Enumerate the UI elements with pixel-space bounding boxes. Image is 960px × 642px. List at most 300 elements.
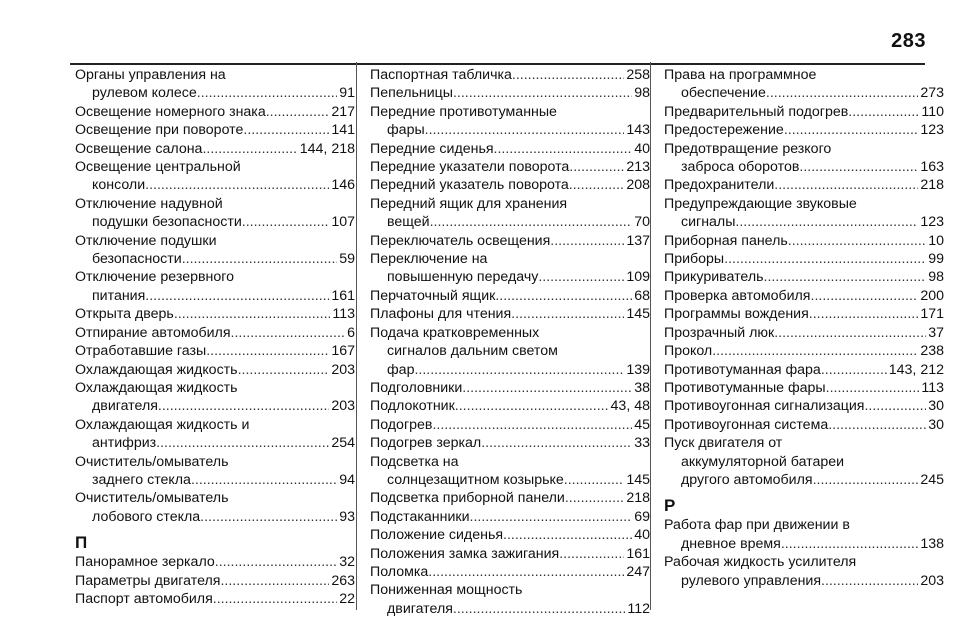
entry-text: Паспорт автомобиля (75, 590, 213, 607)
entry-text: Прокол (664, 343, 713, 360)
entry-text: Противоугонная сигнализация (664, 398, 865, 415)
index-entry (75, 453, 355, 490)
page-ref: 273 (920, 85, 944, 102)
page-ref: 6 (347, 324, 355, 341)
entry-line (664, 140, 944, 158)
leader-dots (453, 600, 625, 618)
leader-dots (724, 250, 926, 268)
entry-line-with-page (75, 140, 355, 158)
page-ref: 107 (331, 214, 355, 231)
entry-line (664, 553, 944, 571)
entry-line-with-page (664, 232, 944, 250)
entry-text: Пониженная мощность (370, 582, 523, 599)
entry-text: консоли (92, 177, 146, 194)
page-ref: 113 (921, 379, 944, 396)
page-ref: 146 (331, 177, 355, 194)
index-entry (75, 195, 355, 232)
entry-line (664, 516, 944, 534)
entry-line-with-page (75, 361, 355, 379)
page-ref: 163 (920, 159, 944, 176)
leader-dots (266, 103, 330, 121)
entry-line-with-page (370, 379, 650, 397)
entry-line-with-page (75, 287, 355, 305)
entry-text: Паспортная табличка (370, 67, 512, 83)
column-divider (650, 62, 651, 610)
leader-dots (788, 232, 926, 250)
entry-line-with-page (75, 121, 355, 139)
entry-text: Пепельницы (370, 85, 453, 102)
entry-line-with-page (75, 553, 355, 571)
index-entry (75, 232, 355, 269)
index-entry (75, 489, 355, 526)
entry-text: аккумуляторной батареи (681, 453, 845, 470)
entry-line-with-page (370, 416, 650, 434)
index-entry (75, 342, 355, 360)
page-ref: 33 (634, 435, 650, 452)
index-entry (370, 287, 650, 305)
page-ref: 109 (626, 269, 650, 286)
entry-text: Прикуриватель (664, 269, 764, 286)
index-entry (75, 305, 355, 323)
page-ref: 217 (331, 103, 355, 120)
entry-text: Передние указатели поворота (370, 159, 570, 176)
index-entry (75, 268, 355, 305)
entry-line-with-page (370, 268, 650, 286)
leader-dots (564, 471, 625, 489)
index-entry (370, 84, 650, 102)
entry-text: Положения замка зажигания (370, 545, 560, 562)
page-ref: 203 (920, 572, 944, 589)
leader-dots (215, 553, 337, 571)
entry-line-with-page (75, 397, 355, 415)
entry-text: рулевом колесе (92, 85, 197, 102)
section-letter: Р (664, 496, 676, 516)
entry-text: Подсветка приборной панели (370, 490, 565, 507)
entry-line-with-page (664, 176, 944, 194)
page-ref: 68 (634, 287, 650, 304)
leader-dots (428, 563, 624, 581)
entry-text: Освещение номерного знака (75, 103, 266, 120)
entry-line-with-page (664, 361, 944, 379)
entry-line (664, 66, 944, 84)
leader-dots (821, 572, 918, 590)
page-ref: 213 (626, 159, 650, 176)
entry-line-with-page (664, 471, 944, 489)
page-ref: 30 (928, 416, 944, 433)
leader-dots (174, 305, 331, 323)
entry-line-with-page (664, 342, 944, 360)
index-column-1 (75, 66, 355, 608)
page-ref: 112 (627, 600, 650, 617)
entry-text: солнцезащитном козырьке (387, 471, 564, 488)
page-ref: 138 (920, 535, 944, 552)
entry-text: Охлаждающая жидкость (75, 361, 238, 378)
index-entry (664, 516, 944, 553)
index-entry (370, 508, 650, 526)
index-entry (664, 553, 944, 590)
leader-dots (826, 379, 920, 397)
section-letter: П (75, 533, 88, 553)
entry-line-with-page (370, 471, 650, 489)
index-entry (370, 66, 650, 84)
index-entry (370, 453, 650, 490)
leader-dots (430, 213, 633, 231)
leader-dots (503, 526, 632, 544)
entry-line (75, 489, 355, 507)
index-entry (75, 572, 355, 590)
entry-text: антифриз (92, 435, 157, 452)
entry-text: Подголовники (370, 379, 463, 396)
entry-line-with-page (664, 535, 944, 553)
index-entry (664, 379, 944, 397)
index-entry (370, 305, 650, 323)
index-entry (75, 121, 355, 139)
entry-text: Очиститель/омыватель (75, 490, 229, 507)
entry-text: Предупреждающие звуковые (664, 195, 857, 212)
leader-dots (774, 324, 926, 342)
index-entry (370, 545, 650, 563)
entry-line-with-page (664, 268, 944, 286)
page-ref: 208 (626, 177, 650, 194)
leader-dots (559, 545, 624, 563)
leader-dots (565, 489, 625, 507)
entry-line-with-page (370, 305, 650, 323)
entry-line-with-page (370, 600, 650, 618)
leader-dots (206, 342, 329, 360)
entry-line-with-page (664, 121, 944, 139)
entry-text: вещей (387, 214, 430, 231)
page-ref: 258 (626, 67, 650, 83)
leader-dots (242, 213, 330, 231)
page-ref: 93 (339, 508, 355, 525)
page-ref: 123 (920, 122, 944, 139)
entry-text: Охлаждающая жидкость (75, 379, 238, 396)
leader-dots (569, 158, 624, 176)
header-rule (70, 63, 925, 65)
entry-text: Перчаточный ящик (370, 287, 496, 304)
entry-line-with-page (370, 489, 650, 507)
entry-text: Параметры двигателя (75, 572, 221, 589)
entry-text: двигателя (387, 600, 453, 617)
index-entry (664, 250, 944, 268)
entry-text: Пуск двигателя от (664, 435, 783, 452)
leader-dots (799, 158, 918, 176)
entry-line-with-page (370, 434, 650, 452)
entry-text: двигателя (92, 398, 158, 415)
page-ref: 91 (339, 85, 355, 102)
leader-dots (197, 84, 337, 102)
entry-text: Предостережение (664, 122, 784, 139)
entry-line-with-page (75, 305, 355, 323)
index-entry (664, 268, 944, 286)
page-ref: 94 (339, 471, 355, 488)
entry-line (75, 416, 355, 434)
entry-text: Передние противотуманные (370, 103, 557, 120)
entry-line-with-page (75, 324, 355, 342)
entry-text: Охлаждающая жидкость и (75, 416, 250, 433)
index-entry (664, 324, 944, 342)
entry-line-with-page (370, 232, 650, 250)
entry-text: Подсветка на (370, 453, 459, 470)
entry-line-with-page (75, 213, 355, 231)
entry-line-with-page (664, 416, 944, 434)
index-entry (664, 305, 944, 323)
index-entry (75, 361, 355, 379)
page-ref: 137 (626, 232, 650, 249)
leader-dots (156, 434, 329, 452)
entry-line-with-page (370, 563, 650, 581)
leader-dots (231, 324, 346, 342)
leader-dots (481, 434, 632, 452)
leader-dots (182, 250, 338, 268)
entry-text: Предохранители (664, 177, 775, 194)
leader-dots (735, 213, 918, 231)
entry-text: Очиститель/омыватель (75, 453, 229, 470)
page-ref: 143 (626, 122, 650, 139)
entry-line-with-page (75, 434, 355, 452)
page-ref: 254 (331, 435, 355, 452)
entry-text: дневное время (681, 535, 781, 552)
page-ref: 98 (928, 269, 944, 286)
entry-text: рулевого управления (681, 572, 822, 589)
page-ref: 123 (920, 214, 944, 231)
leader-dots (781, 535, 918, 553)
entry-text: фары (387, 122, 425, 139)
page-ref: 141 (331, 122, 355, 139)
index-column-3 (664, 66, 944, 590)
page-ref: 99 (928, 251, 944, 268)
entry-line-with-page (664, 103, 944, 121)
leader-dots (191, 471, 337, 489)
entry-text: Открыта дверь (75, 306, 174, 323)
entry-line-with-page (370, 66, 650, 84)
index-entry (664, 176, 944, 194)
entry-line-with-page (664, 84, 944, 102)
entry-line-with-page (75, 103, 355, 121)
page-ref: 145 (626, 306, 650, 323)
leader-dots (145, 287, 329, 305)
entry-line (75, 453, 355, 471)
entry-text: Отпирание автомобиля (75, 324, 231, 341)
index-entry (370, 232, 650, 250)
page-ref: 263 (331, 572, 355, 589)
entry-line-with-page (370, 158, 650, 176)
entry-line (75, 232, 355, 250)
index-entry (664, 103, 944, 121)
page-ref: 247 (626, 563, 650, 580)
index-entry (75, 324, 355, 342)
index-entry (370, 434, 650, 452)
entry-text: Освещение при повороте (75, 122, 244, 139)
entry-text: Программы вождения (664, 306, 809, 323)
index-entry (370, 489, 650, 507)
index-entry (664, 66, 944, 103)
index-entry (75, 103, 355, 121)
entry-line (370, 324, 650, 342)
entry-text: Рабочая жидкость усилителя (664, 554, 857, 571)
entry-text: Подстаканники (370, 508, 470, 525)
leader-dots (813, 471, 919, 489)
leader-dots (821, 361, 887, 379)
entry-text: питания (92, 287, 146, 304)
page-ref: 69 (634, 508, 650, 525)
leader-dots (550, 232, 624, 250)
page-ref: 40 (634, 140, 650, 157)
entry-text: сигналов дальним светом (387, 343, 558, 360)
entry-text: обеспечение (681, 85, 766, 102)
entry-text: Отработавшие газы (75, 343, 207, 360)
page-ref: 139 (626, 361, 650, 378)
entry-text: Противотуманная фара (664, 361, 821, 378)
page-ref: 167 (331, 343, 355, 360)
index-entry (370, 250, 650, 287)
entry-line (664, 434, 944, 452)
page-ref: 43, 48 (610, 398, 650, 415)
index-entry (664, 121, 944, 139)
page-ref: 40 (634, 527, 650, 544)
entry-line (75, 158, 355, 176)
page-ref: 38 (634, 379, 650, 396)
page-ref: 32 (339, 554, 355, 571)
entry-text: Отключение надувной (75, 195, 223, 212)
entry-line-with-page (75, 176, 355, 194)
entry-line (370, 342, 650, 360)
leader-dots (511, 305, 624, 323)
entry-line (370, 103, 650, 121)
page-ref: 143, 212 (888, 361, 944, 378)
index-entry (370, 324, 650, 379)
page-ref: 218 (626, 490, 650, 507)
page-ref: 145 (626, 471, 650, 488)
leader-dots (828, 416, 926, 434)
entry-line-with-page (664, 287, 944, 305)
leader-dots (453, 84, 632, 102)
index-entry (664, 287, 944, 305)
entry-text: Противотуманные фары (664, 379, 826, 396)
page-ref: 200 (920, 287, 944, 304)
page-ref: 10 (928, 232, 944, 249)
leader-dots (220, 572, 329, 590)
leader-dots (243, 121, 329, 139)
entry-line (75, 66, 355, 84)
leader-dots (462, 379, 632, 397)
entry-text: сигналы (681, 214, 736, 231)
entry-line (370, 453, 650, 471)
index-entry (370, 103, 650, 140)
entry-text: Работа фар при движении в (664, 517, 850, 534)
entry-line-with-page (75, 471, 355, 489)
entry-line (370, 250, 650, 268)
index-entry (370, 416, 650, 434)
entry-text: Переключение на (370, 251, 488, 268)
entry-text: Предотвращение резкого (664, 140, 832, 157)
entry-text: заброса оборотов (681, 159, 800, 176)
index-entry (370, 195, 650, 232)
entry-line-with-page (664, 158, 944, 176)
index-entry (75, 553, 355, 571)
leader-dots (238, 361, 330, 379)
index-entry (664, 361, 944, 379)
index-entry (664, 416, 944, 434)
entry-line-with-page (370, 213, 650, 231)
index-entry (370, 176, 650, 194)
page-ref: 70 (634, 214, 650, 231)
leader-dots (202, 140, 297, 158)
index-entry (75, 379, 355, 416)
entry-line-with-page (370, 508, 650, 526)
entry-line (664, 195, 944, 213)
index-entry (370, 158, 650, 176)
entry-text: Положение сиденья (370, 527, 504, 544)
leader-dots (494, 140, 633, 158)
page-ref: 161 (626, 545, 650, 562)
entry-text: Подогрев зеркал (370, 435, 482, 452)
entry-line (370, 195, 650, 213)
index-entry (370, 379, 650, 397)
index-entry (664, 195, 944, 232)
entry-line-with-page (370, 140, 650, 158)
entry-line (370, 581, 650, 599)
page-ref: 171 (920, 306, 944, 323)
entry-text: безопасности (92, 251, 182, 268)
page-ref: 218 (920, 177, 944, 194)
entry-line-with-page (370, 526, 650, 544)
entry-line-with-page (370, 84, 650, 102)
leader-dots (864, 397, 926, 415)
leader-dots (764, 268, 927, 286)
leader-dots (425, 121, 625, 139)
entry-text: Подача кратковременных (370, 324, 540, 341)
leader-dots (200, 508, 337, 526)
entry-text: другого автомобиля (681, 471, 813, 488)
entry-line-with-page (664, 250, 944, 268)
entry-text: фар (387, 361, 415, 378)
entry-line-with-page (664, 572, 944, 590)
page-ref: 22 (339, 590, 355, 607)
leader-dots (809, 305, 919, 323)
entry-line-with-page (370, 545, 650, 563)
entry-line (75, 379, 355, 397)
entry-text: Освещение центральной (75, 159, 241, 176)
entry-text: Панорамное зеркало (75, 554, 215, 571)
entry-text: Переключатель освещения (370, 232, 551, 249)
page-ref: 110 (921, 103, 944, 120)
leader-dots (538, 268, 624, 286)
entry-text: Прозрачный люк (664, 324, 775, 341)
entry-text: Освещение салона (75, 140, 203, 157)
page-ref: 98 (634, 85, 650, 102)
entry-line-with-page (370, 176, 650, 194)
index-entry (664, 434, 944, 489)
entry-line-with-page (75, 84, 355, 102)
entry-line-with-page (664, 213, 944, 231)
entry-line-with-page (370, 361, 650, 379)
leader-dots (512, 66, 624, 84)
entry-text: Передний указатель поворота (370, 177, 569, 194)
leader-dots (414, 361, 624, 379)
leader-dots (811, 287, 919, 305)
index-entry (370, 581, 650, 618)
entry-line-with-page (370, 287, 650, 305)
page-ref: 113 (332, 306, 355, 323)
entry-line-with-page (75, 508, 355, 526)
leader-dots (213, 590, 337, 608)
entry-line-with-page (75, 250, 355, 268)
index-entry (370, 140, 650, 158)
index-entry (664, 140, 944, 177)
entry-text: Проверка автомобиля (664, 287, 811, 304)
page-number: 283 (891, 30, 926, 52)
